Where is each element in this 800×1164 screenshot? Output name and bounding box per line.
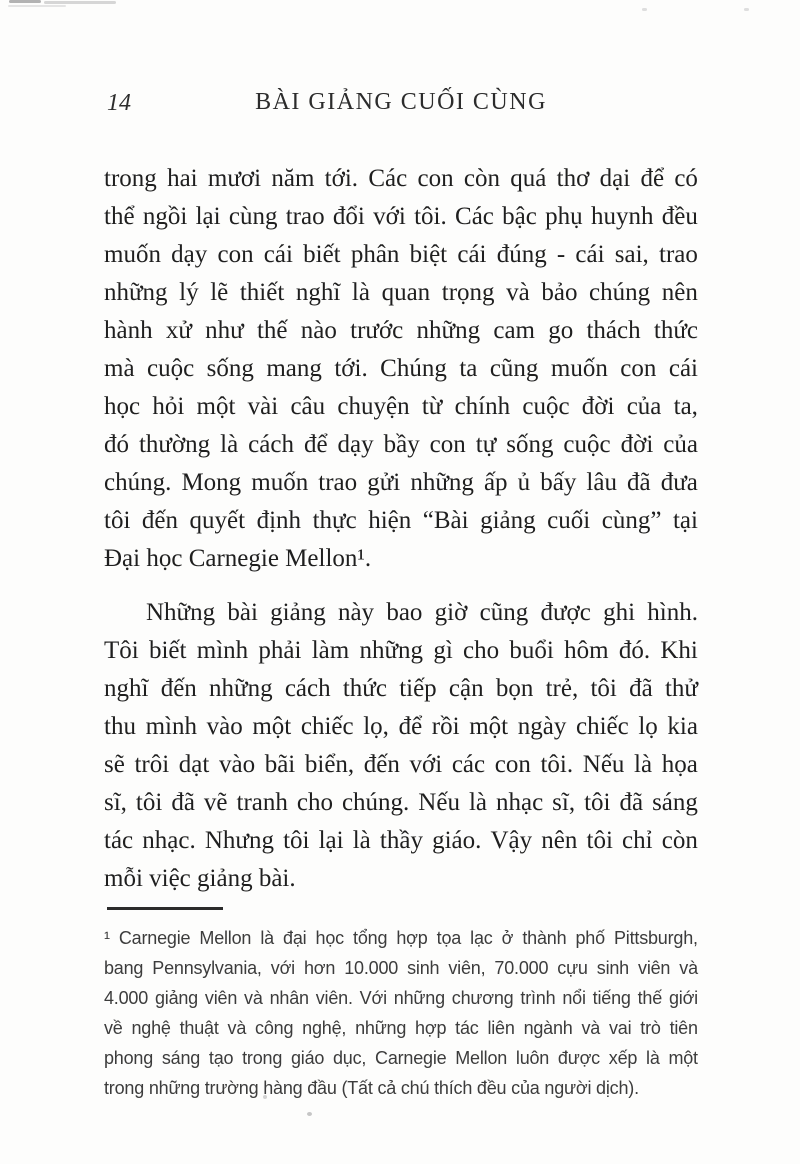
text-line: Đại học Carnegie Mellon¹. xyxy=(104,545,372,572)
paragraph-2 xyxy=(104,594,698,898)
text-line: hành xử như thế nào trước những cam go thách thức xyxy=(104,317,698,344)
footnote-line: về nghệ thuật và công nghệ, những hợp tác liên ngành và vai trò tiên xyxy=(104,1018,698,1038)
scan-speck xyxy=(307,1112,312,1116)
text-line: chúng. Mong muốn trao gửi những ấp ủ bấy lâu đã đưa xyxy=(104,469,698,496)
running-title: BÀI GIẢNG CUỐI CÙNG xyxy=(255,89,547,115)
text-line: Những bài giảng này bao giờ cũng được ghi hình. xyxy=(146,599,698,626)
text-line: sẽ trôi dạt vào bãi biển, đến với các con tôi. Nếu là họa xyxy=(104,751,698,778)
text-line: Tôi biết mình phải làm những gì cho buổi hôm đó. Khi xyxy=(104,637,698,664)
footnote-line: trong những trường hàng đầu (Tất cả chú thích đều của người dịch). xyxy=(104,1078,639,1098)
text-line: mà cuộc sống mang tới. Chúng ta cũng muốn con cái xyxy=(104,355,698,382)
text-line: thể ngồi lại cùng trao đổi với tôi. Các bậc phụ huynh đều xyxy=(104,203,698,230)
text-line: tôi đến quyết định thực hiện “Bài giảng cuối cùng” tại xyxy=(104,507,698,534)
text-line: trong hai mươi năm tới. Các con còn quá thơ dại để có xyxy=(104,165,698,192)
footnote xyxy=(104,923,698,1103)
paragraph-1 xyxy=(104,160,698,578)
footnote-line: 4.000 giảng viên và nhân viên. Với những chương trình nổi tiếng thế giới xyxy=(104,988,698,1008)
scan-artifact xyxy=(642,8,647,11)
scan-artifact xyxy=(744,8,749,11)
page-number: 14 xyxy=(107,90,131,116)
text-line: học hỏi một vài câu chuyện từ chính cuộc đời của ta, xyxy=(104,393,698,420)
footnote-line: bang Pennsylvania, với hơn 10.000 sinh viên, 70.000 cựu sinh viên và xyxy=(104,958,698,978)
page-content xyxy=(104,88,698,1103)
text-line: những lý lẽ thiết nghĩ là quan trọng và bảo chúng nên xyxy=(104,279,698,306)
footnote-separator xyxy=(107,907,223,910)
footnote-line: phong sáng tạo trong giáo dục, Carnegie Mellon luôn được xếp là một xyxy=(104,1048,698,1068)
text-line: nghĩ đến những cách thức tiếp cận bọn trẻ, tôi đã thử xyxy=(104,675,698,702)
text-line: thu mình vào một chiếc lọ, để rồi một ngày chiếc lọ kia xyxy=(104,713,698,740)
scan-artifact xyxy=(9,0,41,3)
scan-artifact xyxy=(44,1,116,4)
text-line: muốn dạy con cái biết phân biệt cái đúng - cái sai, trao xyxy=(104,241,698,268)
text-line: tác nhạc. Nhưng tôi lại là thầy giáo. Vậy nên tôi chỉ còn xyxy=(104,827,698,854)
text-line: sĩ, tôi đã vẽ tranh cho chúng. Nếu là nhạc sĩ, tôi đã sáng xyxy=(104,789,698,816)
page-header xyxy=(104,88,698,118)
footnote-line: ¹ Carnegie Mellon là đại học tổng hợp tọa lạc ở thành phố Pittsburgh, xyxy=(104,928,698,948)
body-text xyxy=(104,160,698,898)
text-line: đó thường là cách để dạy bầy con tự sống cuộc đời của xyxy=(104,431,698,458)
scan-artifact xyxy=(8,5,66,7)
text-line: mỗi việc giảng bài. xyxy=(104,865,296,892)
